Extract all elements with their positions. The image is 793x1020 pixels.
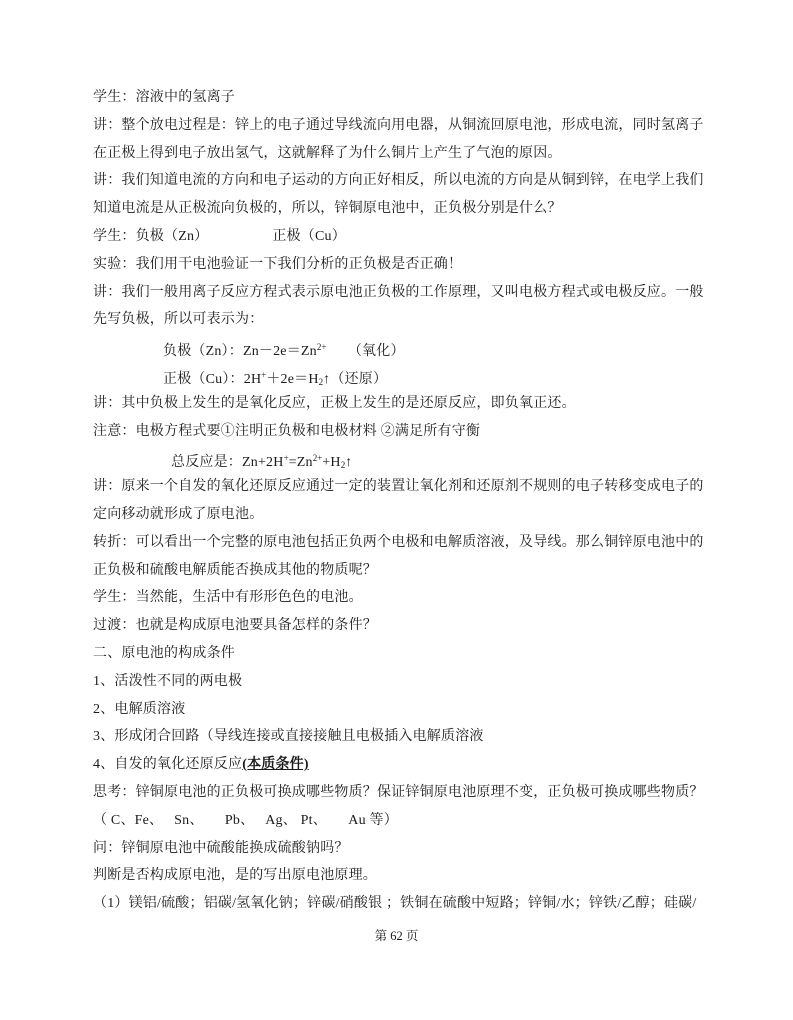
text-run: 在正极上得到电子放出氢气，这就解释了为什么铜片上产生了气泡的原因。 [93, 145, 562, 161]
text-line-14 [93, 445, 713, 473]
text-run: 讲：其中负极上发生的是氧化反应，正极上发生的是还原反应，即负氧正还。 [93, 395, 576, 411]
text-run-sup: 2+ [312, 453, 323, 464]
text-line-24 [93, 723, 713, 751]
text-line-12 [93, 390, 713, 418]
text-run: 正极（Cu）：2H [163, 371, 262, 387]
text-run: 讲：整个放电过程是：锌上的电子通过导线流向用电器，从铜流回原电池，形成电流，同时氢离子 [93, 117, 704, 133]
text-run: 2、电解质溶液 [93, 701, 186, 717]
text-line-15 [93, 473, 713, 501]
text-line-19 [93, 584, 713, 612]
text-line-20 [93, 612, 713, 640]
text-run: 知道电流是从正极流向负极的，所以，锌铜原电池中，正负极分别是什么？ [93, 201, 562, 217]
text-run: 定向移动就形成了原电池。 [93, 506, 264, 522]
text-run: 4、自发的氧化还原反应 [93, 757, 243, 773]
text-run: 判断是否构成原电池，是的写出原电池原理。 [93, 868, 377, 884]
text-line-1 [93, 84, 713, 112]
text-line-6 [93, 223, 713, 251]
text-line-16 [93, 501, 713, 529]
text-line-27 [93, 807, 713, 835]
text-run: =Zn [288, 455, 313, 471]
text-run-sup: 2+ [316, 342, 327, 353]
text-run: 实验：我们用干电池验证一下我们分析的正负极是否正确！ [93, 256, 463, 272]
text-run: （1）镁铝/硫酸；铝碳/氢氧化钠；锌碳/硝酸银 ；铁铜在硫酸中短路；锌铜/水；锌铁/乙醇；硅碳/ [93, 896, 697, 912]
text-run: （氧化） [326, 344, 405, 360]
text-run-sup: + [283, 453, 289, 464]
text-line-23 [93, 696, 713, 724]
text-line-2 [93, 112, 713, 140]
text-line-3 [93, 140, 713, 168]
text-run: 讲：我们知道电流的方向和电子运动的方向正好相反，所以电流的方向是从铜到锌，在电学上我们 [93, 173, 704, 189]
text-run-bu: (本质条件) [242, 757, 309, 773]
text-run: 学生：当然能，生活中有形形色色的电池。 [93, 590, 363, 606]
text-line-4 [93, 167, 713, 195]
text-line-25 [93, 751, 713, 779]
text-run: 正负极和硫酸电解质能否换成其他的物质呢？ [93, 562, 377, 578]
text-line-17 [93, 529, 713, 557]
text-run: 先写负极，所以可表示为： [93, 312, 264, 328]
text-run: 讲：原来一个自发的氧化还原反应通过一定的装置让氧化剂和还原剂不规则的电子转移变成电子的 [93, 479, 704, 495]
text-run: 过渡：也就是构成原电池要具备怎样的条件？ [93, 618, 377, 634]
text-line-10 [93, 334, 713, 362]
text-run: 转折：可以看出一个完整的原电池包括正负两个电极和电解质溶液，及导线。那么铜锌原电池中的 [93, 534, 704, 550]
text-line-30 [93, 890, 713, 918]
text-line-11 [93, 362, 713, 390]
text-line-9 [93, 306, 713, 334]
text-line-13 [93, 418, 713, 446]
text-line-28 [93, 835, 713, 863]
text-run: +H [322, 455, 341, 471]
text-run: 1、活泼性不同的两电极 [93, 673, 243, 689]
text-run: 思考：锌铜原电池的正负极可换成哪些物质？保证锌铜原电池原理不变，正负极可换成哪些物质？ [93, 784, 704, 800]
page-number-footer: 第 62 页 [374, 929, 419, 943]
text-run: 3、形成闭合回路（导线连接或直接接触且电极插入电解质溶液 [93, 729, 484, 745]
text-line-7 [93, 251, 713, 279]
text-run-sup: + [261, 369, 267, 380]
text-line-29 [93, 862, 713, 890]
text-run: 学生：负极（Zn） 正极（Cu） [93, 228, 346, 244]
text-line-26 [93, 779, 713, 807]
text-line-21 [93, 640, 713, 668]
text-run: ↑ [345, 455, 353, 471]
text-run: ↑（还原） [323, 371, 388, 387]
text-run: 学生：溶液中的氢离子 [93, 90, 235, 105]
text-line-8 [93, 279, 713, 307]
text-run: 问：锌铜原电池中硫酸能换成硫酸钠吗？ [93, 840, 349, 856]
text-run: 负极（Zn）：Zn－2e＝Zn [163, 344, 317, 360]
text-run-sub: 2 [318, 376, 324, 387]
text-run: ＋2e＝H [266, 371, 319, 387]
text-run-sub: 2 [340, 460, 346, 471]
text-run: 总反应是：Zn+2H [171, 455, 284, 471]
text-line-22 [93, 668, 713, 696]
document-content [93, 84, 713, 918]
text-run: （ C、Fe、 Sn、 Pb、 Ag、 Pt、 Au 等） [93, 812, 398, 828]
text-run: 注意：电极方程式要①注明正负极和电极材料 ②满足所有守衡 [93, 423, 481, 439]
text-line-5 [93, 195, 713, 223]
text-line-18 [93, 557, 713, 585]
text-run: 讲：我们一般用离子反应方程式表示原电池正负极的工作原理，又叫电极方程式或电极反应。一般 [93, 284, 704, 300]
text-run: 二、原电池的构成条件 [93, 645, 235, 661]
